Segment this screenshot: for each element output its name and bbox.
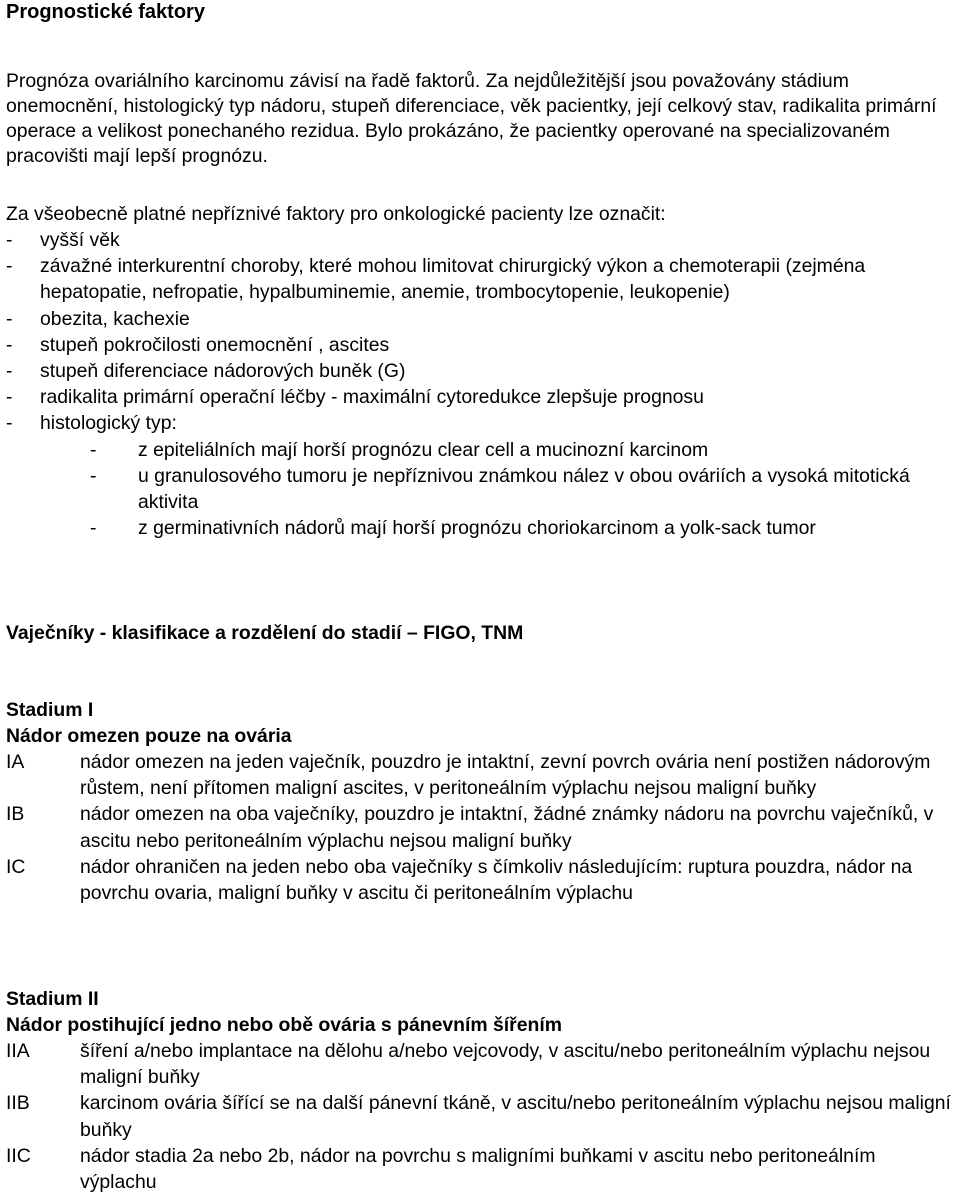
stage-code: IA [6, 751, 25, 773]
list-item: - z germinativních nádorů mají horší prognózu choriokarcinom a yolk-sack tumor [90, 515, 956, 541]
stage-1-subtitle: Nádor omezen pouze na ovária [6, 725, 292, 747]
stage-row [6, 1143, 956, 1195]
bullet-dash: - [90, 438, 97, 461]
bullet-dash: - [6, 360, 13, 383]
stage-description: nádor stadia 2a nebo 2b, nádor na povrchu s maligními buňkami v ascitu nebo peritoneálním výplachu [80, 1144, 876, 1194]
bullet-dash: - [6, 307, 13, 330]
stage-2-title: Stadium II [6, 988, 99, 1010]
bullet-dash: - [90, 464, 97, 487]
list-item: - závažné interkurentní choroby, které mohou limitovat chirurgický výkon a chemoterapii (zejména hepatopatie, nefropatie, hypalbuminemie, anemie, trombocytopenie, leukopenie) [6, 253, 956, 305]
bullet-dash: - [6, 412, 13, 435]
bullet-dash: - [6, 333, 13, 356]
stage-code: IIB [6, 1092, 30, 1115]
stage-description: karcinom ovária šířící se na další pánevní tkáně, v ascitu/nebo peritoneálním výplachu nejsou maligní buňky [80, 1092, 951, 1141]
list-item: - u granulosového tumoru je nepříznivou známkou nález v obou ováriích a vysoká mitotická aktivita [90, 463, 956, 515]
stage-2-block [6, 986, 956, 1195]
factors-intro: Za všeobecně platné nepříznivé faktory pro onkologické pacienty lze označit: [6, 203, 666, 225]
page-title: Prognostické faktory [6, 1, 205, 23]
list-item: - obezita, kachexie [6, 306, 956, 332]
stage-code: IIA [6, 1040, 30, 1062]
stage-description: nádor ohraničen na jeden nebo oba vaječníky s čímkoliv následujícím: ruptura pouzdra, nádor na povrchu ovaria, maligní buňky v ascitu či peritoneálním výplachu [80, 855, 913, 905]
list-item: - radikalita primární operační léčby - maximální cytoredukce zlepšuje prognosu [6, 384, 956, 410]
stage-description: šíření a/nebo implantace na dělohu a/nebo vejcovody, v ascitu/nebo peritoneálním výplachu nejsou maligní buňky [80, 1040, 931, 1089]
stage-row [6, 801, 956, 853]
stage-row [6, 749, 956, 801]
list-item: - stupeň diferenciace nádorových buněk (G) [6, 358, 956, 384]
stage-1-block [6, 697, 956, 906]
bullet-dash: - [90, 517, 97, 540]
stage-row [6, 1090, 956, 1142]
bullet-dash: - [6, 386, 13, 409]
stage-code: IIC [6, 1144, 31, 1167]
factors-list [6, 227, 956, 541]
stage-1-title: Stadium I [6, 699, 94, 721]
stage-description: nádor omezen na oba vaječníky, pouzdro je intaktní, žádné známky nádoru na povrchu vaječníků, v ascitu nebo peritoneálním výplachu nejsou maligní buňky [80, 803, 934, 852]
bullet-dash: - [6, 229, 13, 251]
list-item: - z epiteliálních mají horší prognózu clear cell a mucinozní karcinom [90, 437, 956, 463]
bullet-dash: - [6, 255, 13, 278]
stage-code: IC [6, 855, 26, 878]
intro-paragraph: Prognóza ovariálního karcinomu závisí na řadě faktorů. Za nejdůležitější jsou považovány stádium onemocnění, histologický typ nádoru, stupeň diferenciace, věk pacientky, její celkový stav, radikalita primární operace a velikost ponechaného rezidua. Bylo prokázáno, že pacientky operované na specializovaném pracovišti mají lepší prognózu. [6, 70, 937, 167]
stage-2-subtitle: Nádor postihující jedno nebo obě ovária s pánevním šířením [6, 1014, 562, 1036]
list-item: - vyšší věk [6, 227, 956, 253]
stage-description: nádor omezen na jeden vaječník, pouzdro je intaktní, zevní povrch ovária není postižen nádorovým růstem, není přítomen maligní ascites, v peritoneálním výplachu nejsou maligní buňky [80, 751, 931, 800]
stage-row [6, 854, 956, 906]
list-item: - histologický typ: [6, 410, 956, 436]
histology-sublist [90, 437, 956, 542]
list-item: - stupeň pokročilosti onemocnění , ascites [6, 332, 956, 358]
stage-row [6, 1038, 956, 1090]
classification-heading: Vaječníky - klasifikace a rozdělení do stadií – FIGO, TNM [6, 622, 524, 644]
stage-code: IB [6, 803, 25, 826]
